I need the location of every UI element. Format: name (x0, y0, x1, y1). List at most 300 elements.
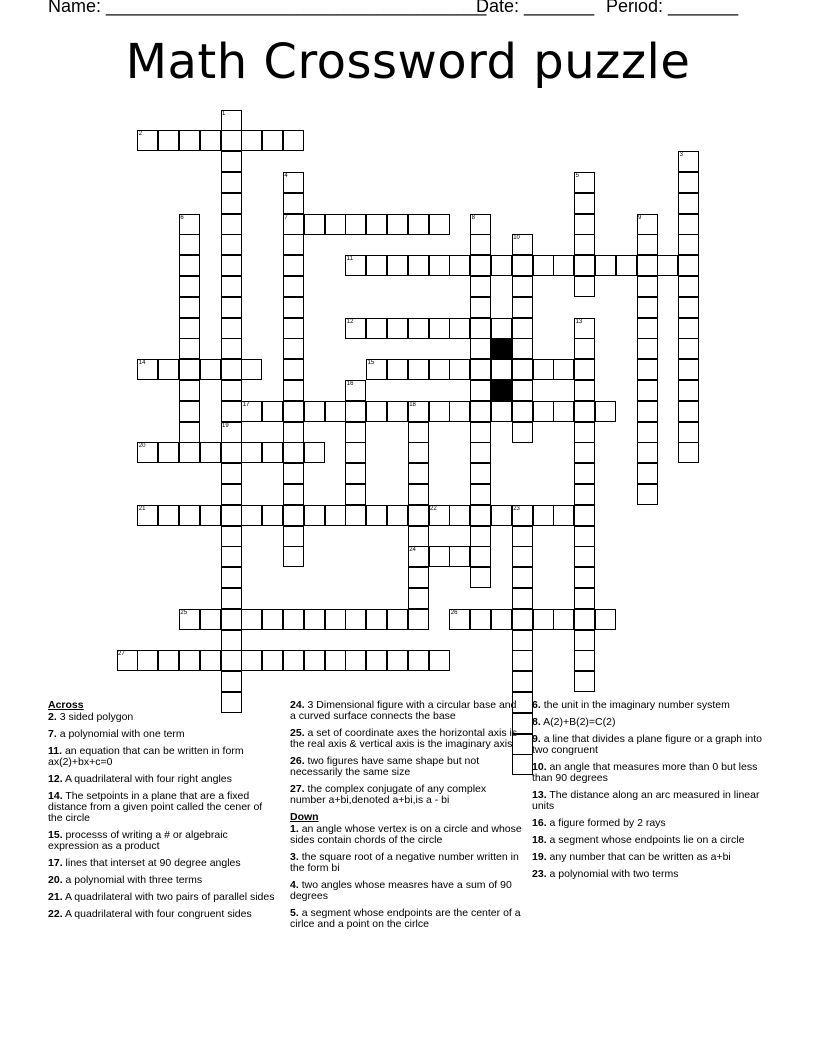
grid-cell[interactable] (304, 442, 325, 463)
grid-cell[interactable] (158, 359, 179, 380)
grid-cell[interactable] (449, 359, 470, 380)
grid-cell[interactable] (262, 650, 283, 671)
clue-down-23: 23. a polynomial with two terms (532, 868, 679, 880)
grid-cell[interactable] (283, 546, 304, 567)
name-field[interactable]: Name: ______________________________________ (48, 0, 487, 16)
period-field[interactable]: Period: _______ (606, 0, 739, 16)
grid-cell[interactable] (574, 671, 595, 692)
grid-cell[interactable] (221, 297, 242, 318)
grid-cell[interactable] (512, 567, 533, 588)
grid-cell[interactable] (429, 359, 450, 380)
grid-cell[interactable] (512, 318, 533, 339)
grid-cell[interactable] (491, 255, 512, 276)
grid-cell[interactable] (491, 359, 512, 380)
grid-cell[interactable] (262, 442, 283, 463)
grid-cell[interactable] (637, 359, 658, 380)
grid-cell[interactable] (637, 442, 658, 463)
grid-cell[interactable] (512, 546, 533, 567)
clue-number: 2 (138, 131, 143, 138)
grid-cell[interactable] (241, 442, 262, 463)
grid-cell[interactable] (221, 276, 242, 297)
clue-number: 7 (284, 214, 288, 221)
grid-cell[interactable] (221, 172, 242, 193)
grid-cell[interactable] (637, 463, 658, 484)
grid-cell[interactable] (637, 255, 658, 276)
clue-across-12: 12. A quadrilateral with four right angles (48, 773, 232, 785)
grid-cell[interactable] (512, 401, 533, 422)
grid-cell[interactable] (429, 546, 450, 567)
clue-down-10: 10. an angle that measures more than 0 but less than 90 degrees (532, 761, 758, 784)
grid-cell[interactable] (283, 255, 304, 276)
grid-cell[interactable] (408, 505, 429, 526)
grid-cell[interactable] (304, 609, 325, 630)
grid-cell[interactable] (470, 338, 491, 359)
clue-number: 26 (450, 609, 458, 616)
grid-cell[interactable] (179, 234, 200, 255)
grid-cell[interactable] (512, 588, 533, 609)
grid-cell[interactable] (533, 609, 554, 630)
grid-cell[interactable] (512, 338, 533, 359)
clue-across-15: 15. processs of writing a # or algebraic expression as a product (48, 829, 228, 852)
grid-cell[interactable] (574, 546, 595, 567)
grid-block (491, 338, 512, 359)
clue-down-19: 19. any number that can be written as a+bi (532, 851, 731, 863)
grid-cell[interactable] (200, 359, 221, 380)
grid-cell[interactable] (678, 172, 699, 193)
grid-cell[interactable] (283, 130, 304, 151)
grid-cell[interactable] (221, 546, 242, 567)
grid-cell[interactable] (553, 359, 574, 380)
grid-cell[interactable] (637, 234, 658, 255)
grid-cell[interactable] (470, 442, 491, 463)
grid-cell[interactable] (221, 588, 242, 609)
grid-cell[interactable] (678, 276, 699, 297)
grid-cell[interactable] (470, 567, 491, 588)
grid-cell[interactable] (408, 359, 429, 380)
clue-across-21: 21. A quadrilateral with two pairs of parallel sides (48, 891, 275, 903)
grid-cell[interactable] (241, 130, 262, 151)
across-heading: Across (48, 699, 84, 711)
grid-cell[interactable] (449, 255, 470, 276)
grid-cell[interactable] (512, 380, 533, 401)
grid-cell[interactable] (512, 671, 533, 692)
grid-cell[interactable] (345, 401, 366, 422)
grid-cell[interactable] (200, 130, 221, 151)
grid-cell[interactable] (387, 505, 408, 526)
grid-cell[interactable] (221, 130, 242, 151)
grid-cell[interactable] (637, 380, 658, 401)
grid-cell[interactable] (221, 442, 242, 463)
grid-cell[interactable] (200, 442, 221, 463)
grid-cell[interactable] (221, 505, 242, 526)
clue-number: 8 (471, 214, 475, 221)
clue-down-18: 18. a segment whose endpoints lie on a circle (532, 834, 745, 846)
grid-cell[interactable] (470, 359, 491, 380)
grid-cell[interactable] (449, 401, 470, 422)
grid-cell[interactable] (512, 255, 533, 276)
grid-cell[interactable] (221, 338, 242, 359)
grid-cell[interactable] (470, 276, 491, 297)
clue-number: 15 (367, 360, 375, 367)
clue-number: 27 (118, 651, 125, 658)
clue-across-7: 7. a polynomial with one term (48, 728, 185, 740)
grid-cell[interactable] (262, 609, 283, 630)
grid-cell[interactable] (637, 422, 658, 443)
grid-cell[interactable] (221, 318, 242, 339)
grid-cell[interactable] (179, 130, 200, 151)
grid-cell[interactable] (491, 401, 512, 422)
grid-cell[interactable] (283, 380, 304, 401)
clue-number: 6 (180, 214, 184, 221)
grid-cell[interactable] (574, 234, 595, 255)
grid-cell[interactable] (325, 401, 346, 422)
grid-cell[interactable] (512, 609, 533, 630)
clue-across-25: 25. a set of coordinate axes the horizontal axis is the real axis & vertical axis is the imaginary axis (290, 727, 518, 750)
grid-cell[interactable] (470, 297, 491, 318)
grid-cell[interactable] (574, 214, 595, 235)
clue-across-20: 20. a polynomial with three terms (48, 874, 203, 886)
grid-cell[interactable] (283, 401, 304, 422)
grid-cell[interactable] (283, 505, 304, 526)
grid-cell[interactable] (678, 359, 699, 380)
grid-cell[interactable] (221, 359, 242, 380)
grid-cell[interactable] (470, 609, 491, 630)
grid-cell[interactable] (408, 609, 429, 630)
grid-cell[interactable] (470, 526, 491, 547)
grid-cell[interactable] (678, 193, 699, 214)
grid-cell[interactable] (533, 401, 554, 422)
grid-cell[interactable] (408, 318, 429, 339)
clue-number: 19 (222, 422, 229, 429)
grid-cell[interactable] (512, 650, 533, 671)
grid-cell[interactable] (408, 588, 429, 609)
grid-cell[interactable] (533, 255, 554, 276)
grid-cell[interactable] (262, 130, 283, 151)
grid-cell[interactable] (512, 422, 533, 443)
grid-cell[interactable] (408, 422, 429, 443)
grid-cell[interactable] (678, 297, 699, 318)
grid-cell[interactable] (429, 255, 450, 276)
grid-cell[interactable] (221, 380, 242, 401)
grid-cell[interactable] (345, 442, 366, 463)
clue-number: 16 (346, 380, 354, 387)
clue-number: 11 (346, 256, 354, 263)
grid-cell[interactable] (221, 234, 242, 255)
grid-cell[interactable] (345, 650, 366, 671)
clue-number: 24 (409, 547, 416, 554)
grid-cell[interactable] (574, 422, 595, 443)
clue-across-17: 17. lines that interset at 90 degree angles (48, 857, 241, 869)
grid-cell[interactable] (553, 255, 574, 276)
grid-cell[interactable] (241, 359, 262, 380)
grid-cell[interactable] (574, 630, 595, 651)
grid-cell[interactable] (574, 588, 595, 609)
grid-cell[interactable] (533, 359, 554, 380)
grid-cell[interactable] (345, 505, 366, 526)
grid-cell[interactable] (678, 255, 699, 276)
grid-cell[interactable] (200, 650, 221, 671)
grid-cell[interactable] (283, 422, 304, 443)
grid-cell[interactable] (678, 442, 699, 463)
grid-cell[interactable] (678, 422, 699, 443)
grid-cell[interactable] (470, 422, 491, 443)
grid-cell[interactable] (449, 505, 470, 526)
grid-cell[interactable] (408, 526, 429, 547)
clue-number: 20 (138, 443, 146, 450)
grid-cell[interactable] (283, 234, 304, 255)
grid-cell[interactable] (179, 276, 200, 297)
grid-cell[interactable] (325, 214, 346, 235)
grid-cell[interactable] (304, 505, 325, 526)
grid-cell[interactable] (429, 318, 450, 339)
grid-cell[interactable] (678, 214, 699, 235)
grid-cell[interactable] (408, 567, 429, 588)
grid-cell[interactable] (200, 505, 221, 526)
grid-cell[interactable] (179, 297, 200, 318)
grid-cell[interactable] (574, 463, 595, 484)
grid-cell[interactable] (678, 380, 699, 401)
grid-cell[interactable] (179, 422, 200, 443)
grid-cell[interactable] (221, 630, 242, 651)
clue-down-6: 6. the unit in the imaginary number system (532, 699, 730, 711)
clue-across-14: 14. The setpoints in a plane that are a fixed distance from a given point called the cener of the circle (48, 790, 263, 824)
grid-cell[interactable] (283, 526, 304, 547)
grid-cell[interactable] (574, 380, 595, 401)
grid-cell[interactable] (366, 214, 387, 235)
grid-cell[interactable] (283, 442, 304, 463)
grid-cell[interactable] (158, 650, 179, 671)
grid-cell[interactable] (221, 151, 242, 172)
clue-across-24: 24. 3 Dimensional figure with a circular base and a curved surface connects the base (290, 699, 517, 722)
grid-cell[interactable] (408, 463, 429, 484)
clue-column-1 (48, 700, 276, 926)
grid-cell[interactable] (366, 505, 387, 526)
grid-cell[interactable] (491, 318, 512, 339)
grid-cell[interactable] (387, 650, 408, 671)
grid-cell[interactable] (179, 359, 200, 380)
grid-cell[interactable] (470, 401, 491, 422)
grid-cell[interactable] (512, 359, 533, 380)
grid-cell[interactable] (158, 130, 179, 151)
clue-number: 18 (409, 401, 416, 408)
grid-cell[interactable] (470, 505, 491, 526)
grid-cell[interactable] (366, 650, 387, 671)
grid-cell[interactable] (470, 234, 491, 255)
grid-cell[interactable] (574, 359, 595, 380)
grid-cell[interactable] (304, 650, 325, 671)
grid-cell[interactable] (491, 505, 512, 526)
grid-cell[interactable] (637, 276, 658, 297)
clue-column-2 (290, 700, 522, 936)
grid-cell[interactable] (491, 609, 512, 630)
grid-cell[interactable] (387, 214, 408, 235)
grid-cell[interactable] (325, 650, 346, 671)
grid-cell[interactable] (241, 650, 262, 671)
grid-cell[interactable] (657, 255, 678, 276)
grid-cell[interactable] (408, 214, 429, 235)
clue-number: 9 (638, 214, 642, 221)
grid-cell[interactable] (304, 401, 325, 422)
grid-cell[interactable] (574, 255, 595, 276)
grid-cell[interactable] (221, 526, 242, 547)
grid-cell[interactable] (678, 234, 699, 255)
grid-cell[interactable] (616, 255, 637, 276)
grid-cell[interactable] (678, 401, 699, 422)
grid-cell[interactable] (179, 442, 200, 463)
grid-cell[interactable] (429, 214, 450, 235)
grid-cell[interactable] (221, 671, 242, 692)
grid-cell[interactable] (470, 546, 491, 567)
grid-cell[interactable] (325, 505, 346, 526)
grid-cell[interactable] (221, 567, 242, 588)
grid-cell[interactable] (387, 609, 408, 630)
grid-cell[interactable] (262, 401, 283, 422)
grid-cell[interactable] (179, 255, 200, 276)
grid-cell[interactable] (637, 338, 658, 359)
grid-cell[interactable] (449, 546, 470, 567)
date-field[interactable]: Date: _______ (476, 0, 595, 16)
grid-cell[interactable] (387, 255, 408, 276)
grid-cell[interactable] (574, 193, 595, 214)
clue-number: 14 (138, 360, 146, 367)
grid-cell[interactable] (408, 484, 429, 505)
grid-cell[interactable] (470, 255, 491, 276)
grid-cell[interactable] (345, 422, 366, 443)
grid-cell[interactable] (200, 609, 221, 630)
clue-number: 1 (222, 110, 226, 117)
grid-cell[interactable] (678, 318, 699, 339)
grid-cell[interactable] (408, 442, 429, 463)
grid-cell[interactable] (179, 401, 200, 422)
grid-cell[interactable] (387, 401, 408, 422)
grid-cell[interactable] (221, 214, 242, 235)
grid-cell[interactable] (283, 650, 304, 671)
grid-cell[interactable] (221, 193, 242, 214)
grid-cell[interactable] (553, 609, 574, 630)
clue-number: 22 (430, 505, 437, 512)
grid-cell[interactable] (637, 484, 658, 505)
grid-cell[interactable] (574, 276, 595, 297)
grid-cell[interactable] (179, 338, 200, 359)
grid-cell[interactable] (221, 609, 242, 630)
grid-cell[interactable] (158, 505, 179, 526)
grid-cell[interactable] (387, 318, 408, 339)
grid-cell[interactable] (574, 567, 595, 588)
grid-cell[interactable] (408, 650, 429, 671)
grid-cell[interactable] (553, 505, 574, 526)
grid-cell[interactable] (345, 214, 366, 235)
grid-cell[interactable] (283, 318, 304, 339)
grid-cell[interactable] (512, 276, 533, 297)
grid-cell[interactable] (283, 463, 304, 484)
clue-across-22: 22. A quadrilateral with four congruent sides (48, 908, 252, 920)
clue-number: 17 (242, 401, 250, 408)
grid-cell[interactable] (221, 463, 242, 484)
grid-cell[interactable] (366, 609, 387, 630)
grid-cell[interactable] (387, 359, 408, 380)
grid-cell[interactable] (283, 609, 304, 630)
clue-down-5: 5. a segment whose endpoints are the center of a cirlce and a point on the cirlce (290, 907, 521, 930)
grid-cell[interactable] (304, 214, 325, 235)
grid-cell[interactable] (574, 484, 595, 505)
grid-cell[interactable] (470, 484, 491, 505)
grid-cell[interactable] (366, 318, 387, 339)
grid-cell[interactable] (158, 442, 179, 463)
grid-cell[interactable] (408, 255, 429, 276)
grid-cell[interactable] (283, 276, 304, 297)
grid-cell[interactable] (574, 526, 595, 547)
grid-cell[interactable] (179, 650, 200, 671)
grid-cell[interactable] (325, 609, 346, 630)
grid-cell[interactable] (637, 297, 658, 318)
grid-cell[interactable] (221, 484, 242, 505)
grid-cell[interactable] (574, 650, 595, 671)
grid-cell[interactable] (179, 380, 200, 401)
clue-down-8: 8. A(2)+B(2)=C(2) (532, 716, 616, 728)
grid-cell[interactable] (345, 463, 366, 484)
grid-cell[interactable] (470, 463, 491, 484)
grid-cell[interactable] (512, 297, 533, 318)
grid-cell[interactable] (221, 401, 242, 422)
grid-cell[interactable] (637, 318, 658, 339)
grid-cell[interactable] (283, 338, 304, 359)
clue-down-13: 13. The distance along an arc measured in linear units (532, 789, 760, 812)
grid-cell[interactable] (533, 505, 554, 526)
grid-cell[interactable] (512, 526, 533, 547)
grid-cell[interactable] (221, 650, 242, 671)
grid-cell[interactable] (179, 318, 200, 339)
grid-cell[interactable] (574, 609, 595, 630)
grid-cell[interactable] (512, 630, 533, 651)
grid-cell[interactable] (262, 505, 283, 526)
grid-cell[interactable] (283, 193, 304, 214)
grid-cell[interactable] (429, 401, 450, 422)
grid-cell[interactable] (449, 318, 470, 339)
grid-cell[interactable] (429, 650, 450, 671)
grid-cell[interactable] (221, 255, 242, 276)
grid-cell[interactable] (470, 318, 491, 339)
grid-cell[interactable] (637, 401, 658, 422)
grid-cell[interactable] (366, 255, 387, 276)
grid-cell[interactable] (241, 505, 262, 526)
grid-cell[interactable] (553, 401, 574, 422)
grid-cell[interactable] (574, 442, 595, 463)
grid-cell[interactable] (241, 609, 262, 630)
down-heading: Down (290, 811, 319, 823)
grid-cell[interactable] (283, 484, 304, 505)
grid-cell[interactable] (179, 505, 200, 526)
grid-cell[interactable] (574, 505, 595, 526)
grid-cell[interactable] (595, 255, 616, 276)
grid-cell[interactable] (366, 401, 387, 422)
grid-cell[interactable] (345, 609, 366, 630)
clue-number: 23 (513, 505, 520, 512)
clue-number: 13 (575, 318, 583, 325)
grid-cell[interactable] (470, 380, 491, 401)
clue-down-9: 9. a line that divides a plane figure or a graph into two congruent (532, 733, 762, 756)
grid-cell[interactable] (283, 297, 304, 318)
grid-cell[interactable] (574, 401, 595, 422)
grid-cell[interactable] (574, 338, 595, 359)
grid-cell[interactable] (678, 338, 699, 359)
grid-cell[interactable] (283, 359, 304, 380)
grid-cell[interactable] (595, 401, 616, 422)
grid-cell[interactable] (345, 484, 366, 505)
grid-cell[interactable] (595, 609, 616, 630)
grid-cell[interactable] (137, 650, 158, 671)
clue-number: 12 (346, 318, 354, 325)
clue-down-3: 3. the square root of a negative number written in the form bi (290, 851, 519, 874)
